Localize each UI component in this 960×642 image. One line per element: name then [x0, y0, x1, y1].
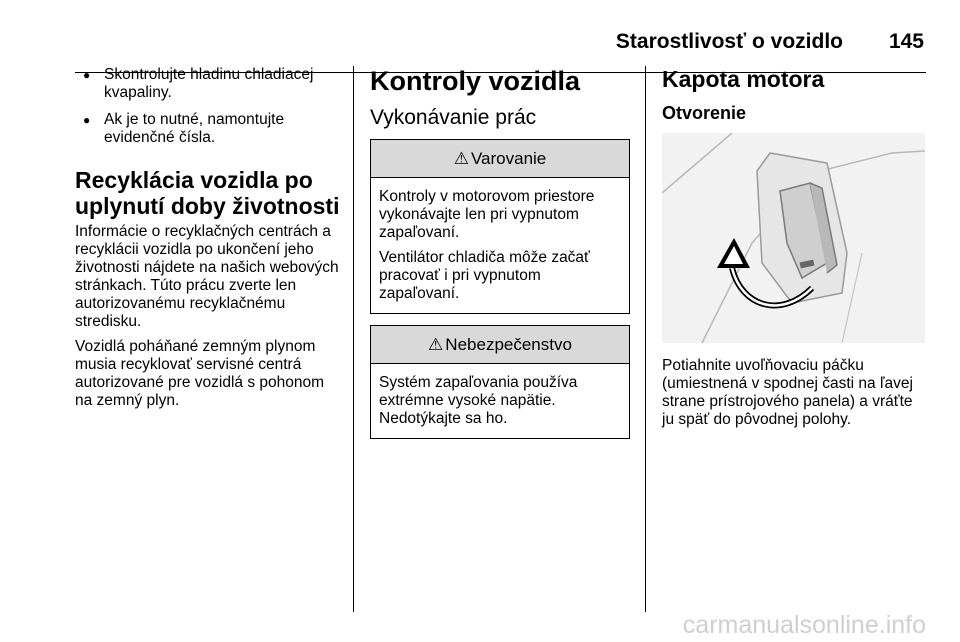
right-column — [662, 66, 927, 429]
danger-text: Systém zapaľovania používa extrémne vysoké napätie. Nedotýkajte sa ho. — [379, 374, 578, 427]
section-title: Starostlivosť o vozidlo — [615, 30, 843, 53]
warning-triangle-icon: ⚠ — [428, 335, 444, 354]
warning-text-1: Kontroly v motorovom priestore vykonávajte len pri vypnutom zapaľovaní. — [379, 188, 595, 241]
warning-triangle-icon: ⚠ — [453, 149, 469, 168]
warning-box-body — [371, 178, 629, 313]
warning-text-2: Ventilátor chladiča môže začať pracovať i pri vypnutom zapaľovaní. — [379, 249, 590, 302]
bullet-item: ● Ak je to nutné, namontujte evidenčné čísla. — [75, 111, 343, 147]
hood-opening-paragraph: Potiahnite uvoľňovaciu páčku (umiestnená v spodnej časti na ľavej strane prístrojového panela) a vráťte ju späť do pôvodnej polohy. — [662, 357, 913, 428]
recycling-paragraph: Informácie o recyklačných centrách a recyklácii vozidla po ukončení jeho životnosti nájdete na našich webových stránkach. Túto prácu zverte len autorizovanému recyklačnému stredisku. — [75, 223, 339, 330]
performing-work-subtitle: Vykonávanie prác — [370, 106, 537, 129]
bullet-list — [75, 66, 343, 147]
bullet-item: ● Skontrolujte hladinu chladiacej kvapaliny. — [75, 66, 343, 102]
danger-box-body — [371, 364, 629, 438]
vehicle-checks-title: Kontroly vozidla — [370, 66, 581, 96]
watermark-text: carmanualsonline.info — [682, 611, 926, 639]
page-header — [75, 22, 926, 52]
middle-column — [370, 66, 632, 439]
danger-box — [370, 325, 630, 439]
hood-title: Kapota motora — [662, 66, 825, 92]
opening-subtitle: Otvorenie — [662, 103, 747, 123]
hood-release-drawing — [662, 133, 925, 343]
column-divider-1 — [353, 66, 354, 612]
page-number: 145 — [888, 30, 924, 53]
danger-box-header — [371, 326, 629, 364]
left-column — [75, 66, 343, 410]
gas-vehicle-paragraph: Vozidlá poháňané zemným plynom musia recyklovať servisné centrá autorizované pre vozidlá s pohonom na zemný plyn. — [75, 338, 325, 409]
danger-label: Nebezpečenstvo — [445, 335, 572, 354]
warning-box-header — [371, 140, 629, 178]
column-divider-2 — [645, 66, 646, 612]
hood-release-illustration — [662, 133, 925, 343]
recycling-heading: Recyklácia vozidla po uplynutí doby životnosti — [75, 167, 340, 219]
warning-label: Varovanie — [470, 149, 547, 168]
warning-box — [370, 139, 630, 314]
